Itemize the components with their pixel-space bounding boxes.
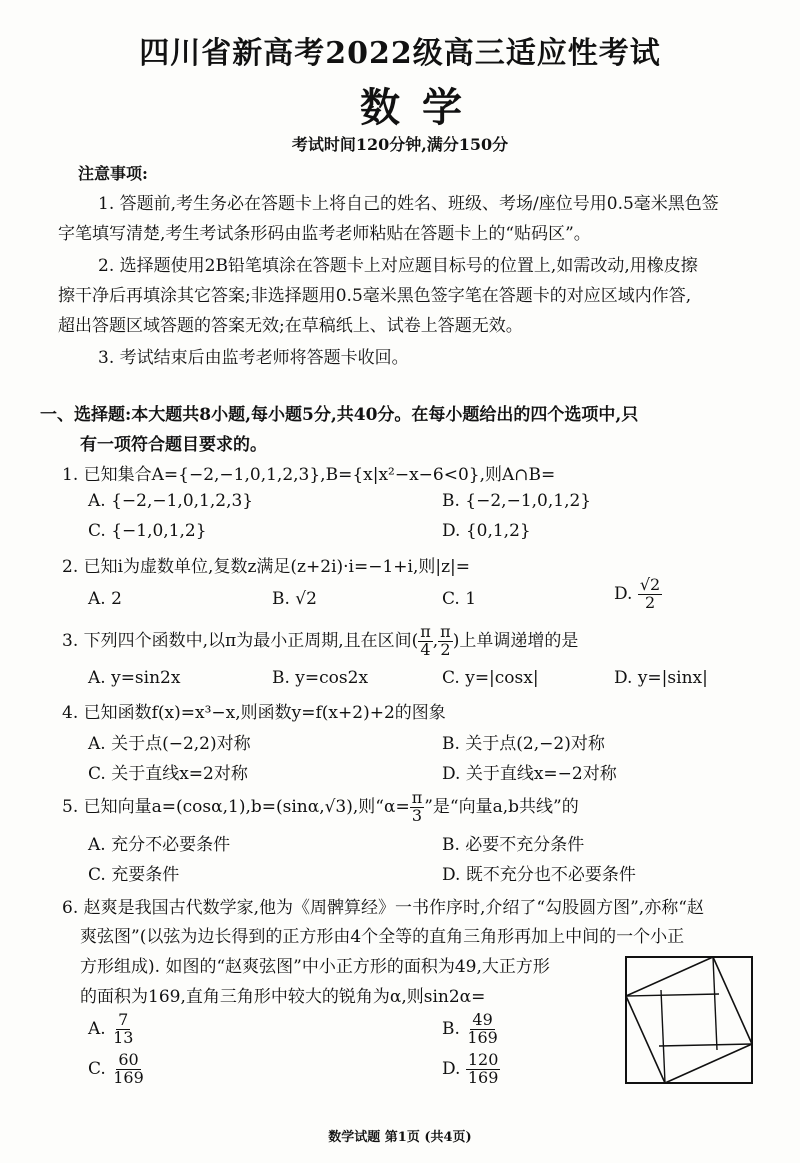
q2-option-c: C. 1 bbox=[442, 589, 477, 609]
question-3-stem bbox=[62, 624, 578, 659]
subject-title: 数学 bbox=[360, 84, 484, 131]
option-label: C. bbox=[88, 1058, 106, 1079]
q3-option-b: B. y=cos2x bbox=[272, 668, 369, 688]
q6-option-b bbox=[442, 1012, 500, 1047]
numerator: π bbox=[411, 788, 423, 807]
fraction-pi-4 bbox=[418, 624, 433, 659]
denominator: 169 bbox=[467, 1027, 498, 1047]
denominator: 2 bbox=[644, 592, 656, 612]
denominator: 169 bbox=[467, 1067, 499, 1087]
q2-option-a: A. 2 bbox=[88, 589, 122, 609]
q5-option-d: D. 既不充分也不必要条件 bbox=[442, 865, 636, 885]
notice-line: 超出答题区域答题的答案无效;在草稿纸上、试卷上答题无效。 bbox=[58, 316, 523, 336]
option-label: D. bbox=[614, 583, 633, 604]
fraction bbox=[638, 577, 662, 612]
numerator: 60 bbox=[118, 1050, 139, 1069]
q6-option-d bbox=[442, 1052, 500, 1087]
question-2-stem: 2. 已知i为虚数单位,复数z满足(z+2i)·i=−1+i,则|z|= bbox=[62, 557, 471, 577]
exam-time-info: 考试时间120分钟,满分150分 bbox=[291, 135, 509, 154]
triangle-edge bbox=[665, 1044, 752, 1083]
question-1-stem: 1. 已知集合A={−2,−1,0,1,2,3},B={x|x²−x−6<0},则A∩B= bbox=[62, 465, 556, 485]
fraction-pi-3 bbox=[410, 790, 425, 825]
denominator: 13 bbox=[113, 1027, 134, 1047]
zhao-shuang-diagram bbox=[624, 955, 754, 1085]
q2-option-b: B. √2 bbox=[272, 589, 317, 609]
q4-option-b: B. 关于点(2,−2)对称 bbox=[442, 734, 605, 754]
option-label: D. bbox=[442, 1058, 461, 1079]
q4-option-c: C. 关于直线x=2对称 bbox=[88, 764, 248, 784]
q5-stem-post: ”是“向量a,b共线”的 bbox=[424, 796, 579, 817]
q5-option-b: B. 必要不充分条件 bbox=[442, 835, 585, 855]
q5-option-a: A. 充分不必要条件 bbox=[88, 835, 231, 855]
fraction bbox=[111, 1012, 135, 1047]
numerator: π bbox=[440, 622, 451, 641]
question-6-line: 方形组成). 如图的“赵爽弦图”中小正方形的面积为49,大正方形 bbox=[80, 957, 550, 977]
triangle-edge bbox=[626, 957, 713, 996]
question-6-line: 6. 赵爽是我国古代数学家,他为《周髀算经》一书作序时,介绍了“勾股圆方图”,亦称“赵 bbox=[62, 898, 704, 918]
notice-line: 3. 考试结束后由监考老师将答题卡收回。 bbox=[98, 348, 409, 368]
notice-line: 2. 选择题使用2B铅笔填涂在答题卡上对应题目标号的位置上,如需改动,用橡皮擦 bbox=[98, 256, 698, 276]
q3-option-d: D. y=|sinx| bbox=[614, 668, 708, 688]
comma: , bbox=[432, 630, 439, 651]
denominator: 4 bbox=[420, 639, 431, 659]
denominator: 169 bbox=[113, 1067, 144, 1087]
option-label: A. bbox=[88, 1018, 106, 1039]
triangle-edge bbox=[713, 957, 752, 1044]
q6-option-a bbox=[88, 1012, 135, 1047]
q3-stem-pre: 3. 下列四个函数中,以π为最小正周期,且在区间( bbox=[62, 630, 419, 651]
notice-line: 擦干净后再填涂其它答案;非选择题用0.5毫米黑色签字笔在答题卡的对应区域内作答, bbox=[58, 286, 692, 306]
q3-stem-post: )上单调递增的是 bbox=[452, 630, 579, 651]
q4-option-d: D. 关于直线x=−2对称 bbox=[442, 764, 617, 784]
question-4-stem: 4. 已知函数f(x)=x³−x,则函数y=f(x+2)+2的图象 bbox=[62, 703, 446, 723]
triangle-leg bbox=[659, 1044, 752, 1046]
page-footer: 数学试题 第1页 (共4页) bbox=[328, 1130, 472, 1145]
q3-option-a: A. y=sin2x bbox=[88, 668, 181, 688]
q5-stem-pre: 5. 已知向量a=(cosα,1),b=(sinα,√3),则“α= bbox=[62, 796, 410, 817]
notice-heading: 注意事项: bbox=[78, 164, 148, 183]
denominator: 3 bbox=[411, 805, 423, 825]
fraction bbox=[466, 1052, 501, 1087]
q4-option-a: A. 关于点(−2,2)对称 bbox=[88, 734, 251, 754]
option-label: B. bbox=[442, 1018, 460, 1039]
q1-option-b: B. {−2,−1,0,1,2} bbox=[442, 491, 592, 511]
notice-line: 字笔填写清楚,考生考试条形码由监考老师粘贴在答题卡上的“贴码区”。 bbox=[58, 224, 591, 244]
q6-option-c bbox=[88, 1052, 146, 1087]
fraction bbox=[465, 1012, 500, 1047]
triangle-edge bbox=[626, 996, 665, 1083]
triangle-leg bbox=[713, 957, 717, 1050]
question-5-stem bbox=[62, 790, 579, 825]
triangle-leg bbox=[626, 994, 719, 996]
fraction bbox=[111, 1052, 146, 1087]
triangle-leg bbox=[661, 990, 665, 1083]
question-6-line: 的面积为169,直角三角形中较大的锐角为α,则sin2α= bbox=[80, 987, 486, 1007]
q1-option-d: D. {0,1,2} bbox=[442, 521, 531, 541]
q5-option-c: C. 充要条件 bbox=[88, 865, 180, 885]
numerator: √2 bbox=[639, 575, 661, 594]
numerator: π bbox=[420, 622, 431, 641]
q1-option-c: C. {−1,0,1,2} bbox=[88, 521, 207, 541]
numerator: 7 bbox=[118, 1010, 129, 1029]
section-heading-cont: 有一项符合题目要求的。 bbox=[80, 435, 267, 455]
q2-option-d bbox=[614, 577, 662, 612]
denominator: 2 bbox=[440, 639, 451, 659]
numerator: 49 bbox=[472, 1010, 493, 1029]
numerator: 120 bbox=[467, 1050, 499, 1069]
fraction-pi-2 bbox=[438, 624, 453, 659]
outer-square bbox=[626, 957, 752, 1083]
section-heading: 一、选择题:本大题共8小题,每小题5分,共40分。在每小题给出的四个选项中,只 bbox=[40, 405, 639, 425]
exam-title: 四川省新高考2022级高三适应性考试 bbox=[139, 36, 661, 71]
notice-line: 1. 答题前,考生务必在答题卡上将自己的姓名、班级、考场/座位号用0.5毫米黑色签 bbox=[98, 194, 719, 214]
question-6-line: 爽弦图”(以弦为边长得到的正方形由4个全等的直角三角形再加上中间的一个小正 bbox=[80, 927, 685, 947]
q1-option-a: A. {−2,−1,0,1,2,3} bbox=[88, 491, 254, 511]
q3-option-c: C. y=|cosx| bbox=[442, 668, 539, 688]
